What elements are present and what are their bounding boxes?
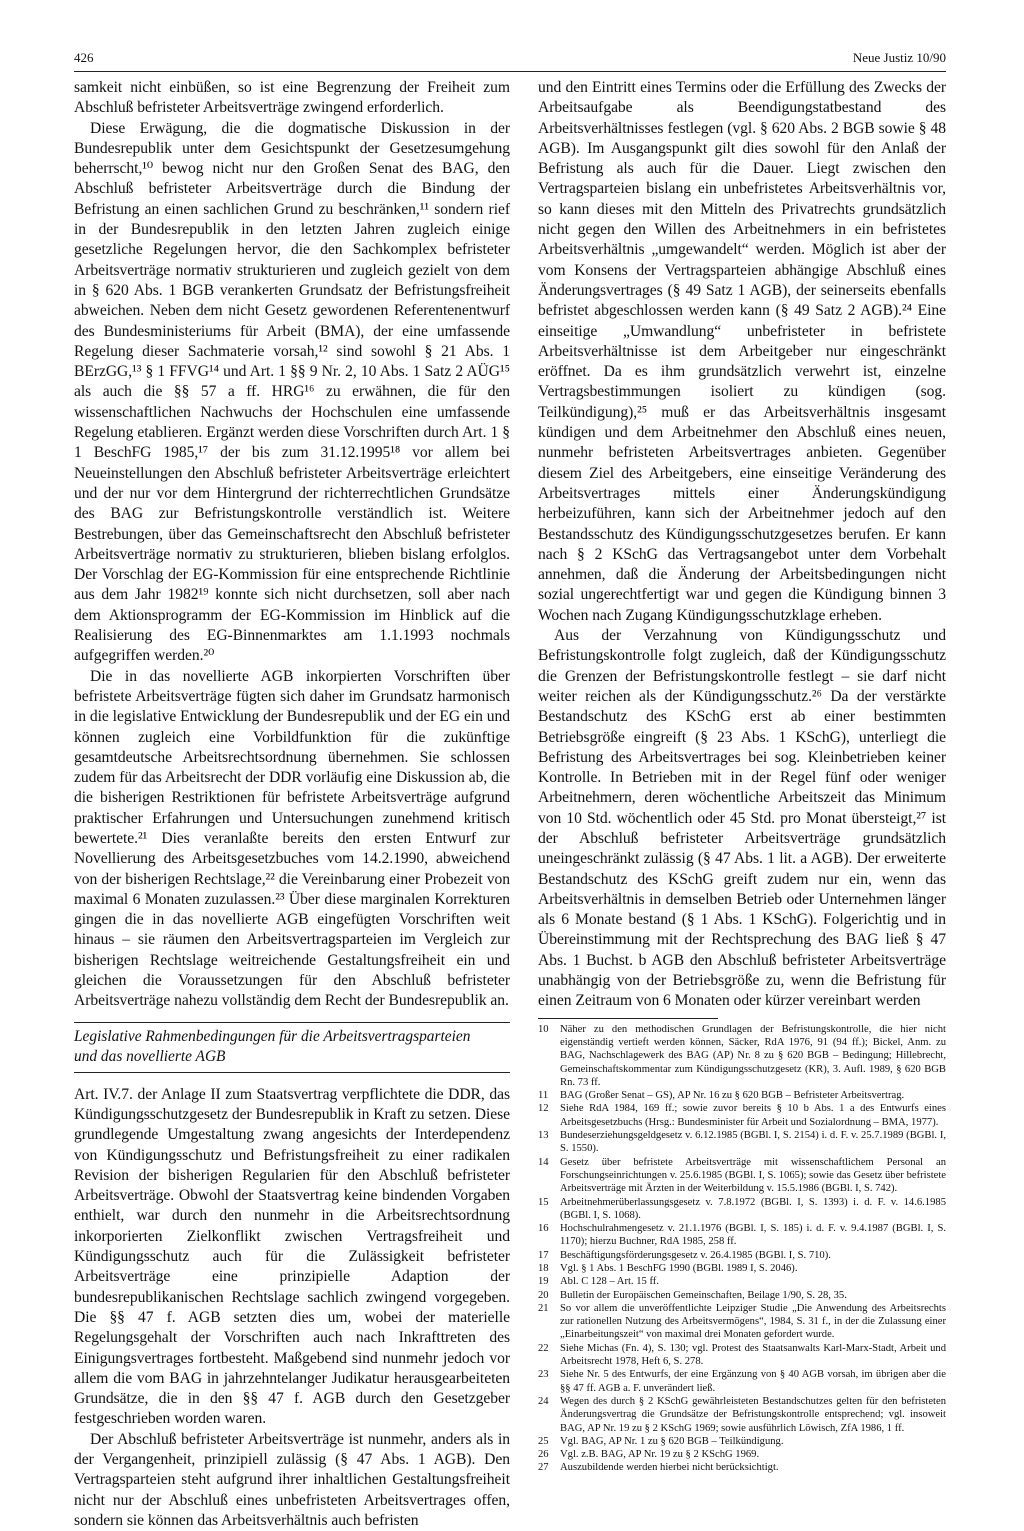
footnote bbox=[538, 1368, 946, 1395]
paragraph: Die in das novellierte AGB inkorpierten Vorschriften über befristete Arbeitsverträge fügten sich daher im Grundsatz harmonisch in die legislative Entwicklung der Bundesrepublik und der EG ein und können zugleich eine Vorbildfunktion für die zukünftige gesamtdeutsche Arbeitsrechtsordnung übernehmen. Sie schlossen zudem für das Arbeitsrecht der DDR vorläufig eine Diskussion ab, die die bisherigen Restriktionen für befristete Arbeitsverträge aufgrund praktischer Erfahrungen und Untersuchungen zunehmend kritisch bewertete.²¹ Dies veranlaßte bereits den ersten Entwurf zur Novellierung des Arbeitsgesetzbuches vom 14.2.1990, abweichend von der bisherigen Rechtslage,²² die Vereinbarung einer Probezeit von maximal 6 Monaten zuzulassen.²³ Über diese marginalen Korrekturen gingen die in das novellierte AGB eingefügten Vorschriften weit hinaus – sie räumen den Arbeitsvertragsparteien im Vergleich zur bisherigen Rechtslage weitreichende Gestaltungsfreiheit ein und gleichen die Voraussetzungen für den Abschluß befristeter Arbeitsverträge nahezu vollständig dem Recht der Bundesrepublik an. bbox=[74, 667, 510, 1010]
footnote-text: Wegen des durch § 2 KSchG gewährleisteten Bestandschutzes gelten für den befristeten Änderungsvertrag die Grundsätze der Befristungskontrolle entsprechend; vgl. insoweit BAG, AP Nr. 19 zu § 2 KSchG 1969; sowie ausführlich Löwisch, ZfA 1986, 1 ff. bbox=[560, 1395, 946, 1434]
left-column bbox=[74, 78, 510, 1531]
footnote bbox=[538, 1089, 946, 1102]
footnote-text: BAG (Großer Senat – GS), AP Nr. 16 zu § 620 BGB – Befristeter Arbeitsvertrag. bbox=[560, 1090, 905, 1102]
footnote-text: Näher zu den methodischen Grundlagen der Befristungskontrolle, die hier nicht eigenständig vertieft werden können, Säcker, RdA 1976, 91 (94 ff.); Bickel, Anm. zu BAG, Nachschlagewerk des BAG (AP) Nr. 8 zu § 620 BGB – Bedingung; Hillebrecht, Gemeinschaftskommentar zum Kündigungsschutzgesetz (KR), 3. Aufl. 1989, § 620 BGB Rn. 73 ff. bbox=[560, 1023, 946, 1088]
footnotes bbox=[538, 1023, 946, 1475]
footnote bbox=[538, 1102, 946, 1129]
paragraph: und den Eintritt eines Termins oder die Erfüllung des Zwecks der Arbeitsaufgabe als Beendigungstatbestand des Arbeitsverhältnisses festlegen (vgl. § 620 Abs. 2 BGB sowie § 48 AGB). Im Ausgangspunkt gilt dies sowohl für den Anlaß der Befristung als auch für die Dauer. Liegt zwischen den Vertragsparteien bislang ein unbefristetes Arbeitsverhältnis vor, so kann dieses mit den Mitteln des Privatrechts grundsätzlich nicht gegen den Willen des Arbeitnehmers in ein befristetes Arbeitsverhältnis „umgewandelt“ werden. Möglich ist aber der vom Konsens der Vertragsparteien abhängige Abschluß eines Änderungsvertrages (§ 49 Satz 1 AGB), der seinerseits ebenfalls befristet abgeschlossen werden kann (§ 49 Satz 2 AGB).²⁴ Eine einseitige „Umwandlung“ unbefristeter in befristete Arbeitsverhältnisse ist dem Arbeitgeber nur eingeschränkt eröffnet. Da es ihm grundsätzlich verwehrt ist, einzelne Vertragsbestimmungen isoliert zu kündigen (sog. Teilkündigung),²⁵ muß er das Arbeitsverhältnis insgesamt kündigen und dem Arbeitnehmer den Abschluß eines neuen, nunmehr befristeten Arbeitsvertrages anbieten. Gegenüber diesem Ziel des Arbeitgebers, eine einseitige Veränderung des Arbeitsvertrages mittels einer Änderungskündigung herbeizuführen, kann sich der Arbeitnehmer jedoch auf den Bestandsschutz des Kündigungsschutzgesetzes berufen. Er kann nach § 2 KSchG das Vertragsangebot unter dem Vorbehalt annehmen, daß die Änderung der Arbeitsbedingungen nicht sozial ungerechtfertigt war und gegen die Kündigung binnen 3 Wochen nach Zugang Kündigungsschutzklage erheben. bbox=[538, 79, 946, 624]
footnote-text: Bundeserziehungsgeldgesetz v. 6.12.1985 (BGBl. I, S. 2154) i. d. F. v. 25.7.1989 (BGBl. I, S. 1550). bbox=[560, 1130, 946, 1155]
footnote-number: 17 bbox=[538, 1249, 549, 1261]
footnote bbox=[538, 1249, 946, 1262]
footnote-number: 18 bbox=[538, 1263, 549, 1274]
footnote bbox=[538, 1156, 946, 1196]
paragraph: Aus der Verzahnung von Kündigungsschutz und Befristungskontrolle folgt zugleich, daß der Kündigungsschutz die Grenzen der Befristungskontrolle festlegt – sie darf nicht weiter reichen als der Kündigungsschutz.²⁶ Da der verstärkte Bestandschutz des KSchG erst ab einer bestimmten Betriebsgröße eingreift (§ 23 Abs. 1 KSchG), unterliegt die Befristung des Arbeitsvertrages bei sog. Kleinbetrieben keiner Kontrolle. In Betrieben mit in der Regel fünf oder weniger Arbeitnehmern, deren wöchentliche Arbeitszeit das Minimum von 10 Std. wöchentlich oder 45 Std. pro Monat übersteigt,²⁷ ist der Abschluß befristeter Arbeitsverträge grundsätzlich uneingeschränkt zulässig (§ 47 Abs. 1 lit. a AGB). Der erweiterte Bestandschutz des KSchG greift zudem nur ein, wenn das Arbeitsverhältnis in demselben Betrieb oder Unternehmen länger als 6 Monate bestand (§ 1 Abs. 1 KSchG). Folgerichtig und in Übereinstimmung mit der Rechtsprechung des BAG ließ § 47 Abs. 1 Buchst. b AGB den Abschluß befristeter Arbeitsverträge unabhängig von der Betriebsgröße zu, wenn die Befristung für einen Zeitraum von 6 Monaten oder kürzer vereinbart werden bbox=[538, 627, 946, 1010]
footnote bbox=[538, 1448, 946, 1461]
paragraph: samkeit nicht einbüßen, so ist eine Begrenzung der Freiheit zum Abschluß befristeter Arbeitsverträge zwingend erforderlich. bbox=[74, 79, 510, 117]
footnote-text: Bulletin der Europäischen Gemeinschaften, Beilage 1/90, S. 28, 35. bbox=[560, 1289, 847, 1301]
footnote bbox=[538, 1302, 946, 1342]
paragraph: Art. IV.7. der Anlage II zum Staatsvertrag verpflichtete die DDR, das Kündigungsschutzgesetz der Bundesrepublik in Kraft zu setzen. Diese grundlegende Umgestaltung zwang angesichts der Interdependenz von Kündigungsschutz und Befristungsfreiheit zu einer radikalen Revision der bisherigen Regularien für den Abschluß befristeter Arbeitsverträge. Obwohl der Staatsvertrag keine bindenden Vorgaben enthielt, war durch den nunmehr in die Arbeitsrechtsordnung inkorporierten Zielkonflikt zwischen Vertragsfreiheit und Kündigungsschutz auch für die Zulässigkeit befristeter Arbeitsverträge eine prinzipielle Adaption der bundesrepublikanischen Rechtslage sachlich zwingend vorgegeben. Die §§ 47 f. AGB setzten dies um, wobei der materielle Regelungsgehalt der Vorschriften auch nach Inkrafttreten des Einigungsvertrages fortbesteht. Maßgebend sind nunmehr jedoch vor allem die vom BAG in jahrzehntelanger Judikatur herausgearbeiteten Grundsätze, die in den §§ 47 f. AGB durch den Gesetzgeber festgeschrieben worden waren. bbox=[74, 1085, 510, 1428]
footnote-number: 11 bbox=[538, 1090, 549, 1102]
footnote-number: 15 bbox=[538, 1196, 549, 1208]
footnote-text: Vgl. § 1 Abs. 1 BeschFG 1990 (BGBl. 1989 I, S. 2046). bbox=[560, 1263, 798, 1274]
footnote-number: 22 bbox=[538, 1342, 549, 1354]
footnote-number: 26 bbox=[538, 1449, 549, 1461]
page-number: 426 bbox=[74, 50, 94, 65]
footnote-number: 20 bbox=[538, 1289, 549, 1301]
footnote-text: Siehe Nr. 5 des Entwurfs, der eine Ergänzung von § 40 AGB vorsah, im übrigen aber die §§ 47 ff. AGB a. F. unverändert ließ. bbox=[560, 1369, 946, 1394]
footnote-number: 27 bbox=[538, 1462, 549, 1474]
footnote-number: 19 bbox=[538, 1276, 549, 1288]
footnote bbox=[538, 1395, 946, 1435]
right-column bbox=[538, 78, 946, 1475]
footnote-text: Auszubildende werden hierbei nicht berücksichtigt. bbox=[560, 1462, 779, 1474]
footnote bbox=[538, 1275, 946, 1288]
footnote-text: So vor allem die unveröffentlichte Leipziger Studie „Die Anwendung des Arbeitsrechts zur rationellen Nutzung des Arbeitsvermögens“, 1984, S. 31 f., in der die Zulassung einer „Einarbeitungszeit“ von maximal drei Monaten gefordert wurde. bbox=[560, 1302, 946, 1341]
footnote-text: Hochschulrahmengesetz v. 21.1.1976 (BGBl. I, S. 185) i. d. F. v. 9.4.1987 (BGBl. I, S. 1170); hierzu Buchner, RdA 1985, 258 ff. bbox=[560, 1223, 946, 1248]
journal-issue: Neue Justiz 10/90 bbox=[852, 50, 946, 65]
footnote-number: 12 bbox=[538, 1103, 549, 1115]
footnote bbox=[538, 1262, 946, 1275]
footnote-text: Vgl. z.B. BAG, AP Nr. 19 zu § 2 KSchG 1969. bbox=[560, 1449, 760, 1461]
footnote bbox=[538, 1196, 946, 1223]
footnote-text: Beschäftigungsförderungsgesetz v. 26.4.1985 (BGBl. I, S. 710). bbox=[560, 1249, 831, 1261]
footnote-number: 21 bbox=[538, 1302, 549, 1314]
footnote-text: Gesetz über befristete Arbeitsverträge mit wissenschaftlichem Personal an Forschungseinrichtungen v. 25.6.1985 (BGBl. I, S. 1065); sowie das Gesetz über befristete Arbeitsverträge mit Ärzten in der Weiterbildung v. 15.5.1986 (BGBl. I, S. 742). bbox=[560, 1156, 946, 1195]
footnote bbox=[538, 1222, 946, 1249]
footnote bbox=[538, 1435, 946, 1448]
footnote-number: 10 bbox=[538, 1023, 549, 1035]
footnote-number: 25 bbox=[538, 1435, 549, 1447]
section-heading-line: Legislative Rahmenbedingungen für die Arbeitsvertragsparteien bbox=[74, 1027, 471, 1045]
footnote bbox=[538, 1289, 946, 1302]
footnote bbox=[538, 1129, 946, 1156]
footnote bbox=[538, 1342, 946, 1369]
footnote-text: Siehe RdA 1984, 169 ff.; sowie zuvor bereits § 10 b Abs. 1 a des Entwurfs eines Arbeitsgesetzbuchs (Hrsg.: Bundesminister für Arbeit und Sozialordnung – BMA, 1977). bbox=[560, 1103, 946, 1128]
footnote-text: Vgl. BAG, AP Nr. 1 zu § 620 BGB – Teilkündigung. bbox=[560, 1435, 784, 1447]
footnote-number: 16 bbox=[538, 1223, 549, 1235]
footnote-text: Arbeitnehmerüberlassungsgesetz v. 7.8.1972 (BGBl. I, S. 1393) i. d. F. v. 14.6.1985 (BGBl. I, S. 1068). bbox=[560, 1196, 946, 1221]
footnote-text: Siehe Michas (Fn. 4), S. 130; vgl. Protest des Staatsanwalts Karl-Marx-Stadt, Arbeit und Arbeitsrecht 1978, Heft 6, S. 278. bbox=[560, 1342, 946, 1368]
paragraph: Diese Erwägung, die die dogmatische Diskussion in der Bundesrepublik unter dem Gesichtspunkt der Gesetzesumgehung beherrscht,¹⁰ bewog nicht nur den Großen Senat des BAG, den Abschluß befristeter Arbeitsverträge durch die Bindung der Befristung an einen sachlichen Grund zu beschränken,¹¹ sondern rief in der Bundesrepublik in den letzten Jahren zugleich einige gesetzliche Regelungen hervor, die den Sachkomplex befristeter Arbeitsverträge normativ strukturieren und zugleich gezielt von dem in § 620 Abs. 1 BGB verankerten Grundsatz der Befristungsfreiheit abweichen. Neben dem nicht Gesetz gewordenen Referentenentwurf des Bundesministeriums für Arbeit (BMA), der eine umfassende Regelung dieser Sachmaterie vorsah,¹² sind sowohl § 21 Abs. 1 BErzGG,¹³ § 1 FFVG¹⁴ und Art. 1 §§ 9 Nr. 2, 10 Abs. 1 Satz 2 AÜG¹⁵ als auch die §§ 57 a ff. HRG¹⁶ zu erwähnen, die für den wissenschaftlichen Nachwuchs der Hochschulen eine umfassende Regelung etablieren. Ergänzt werden diese Vorschriften durch Art. 1 § 1 BeschFG 1985,¹⁷ der bis zum 31.12.1995¹⁸ vor allem bei Neueinstellungen den Abschluß befristeter Arbeitsverträge erleichtert und der nur vor dem Hintergrund der richterrechtlichen Grundsätze des BAG zur Befristungskontrolle verständlich ist. Weitere Bestrebungen, über das Gemeinschaftsrecht den Abschluß befristeter Arbeitsverträge normativ zu strukturieren, blieben bislang erfolglos. Der Vorschlag der EG-Kommission für eine entsprechende Richtlinie aus dem Jahr 1982¹⁹ konnte sich nicht durchsetzen, soll aber nach dem Aktionsprogramm der EG-Kommission im Hinblick auf die Realisierung des EG-Binnenmarktes am 1.1.1993 nochmals aufgegriffen werden.²⁰ bbox=[74, 119, 510, 665]
header-rule bbox=[74, 71, 946, 72]
footnote-number: 13 bbox=[538, 1130, 549, 1142]
footnote-number: 24 bbox=[538, 1395, 549, 1407]
footnote-text: Abl. C 128 – Art. 15 ff. bbox=[560, 1276, 659, 1288]
section-heading bbox=[74, 1022, 510, 1073]
footnote bbox=[538, 1023, 946, 1089]
running-header bbox=[74, 50, 946, 70]
footnote-number: 14 bbox=[538, 1156, 549, 1168]
footnote bbox=[538, 1461, 946, 1474]
footnote-rule bbox=[538, 1018, 718, 1019]
paragraph: Der Abschluß befristeter Arbeitsverträge ist nunmehr, anders als in der Vergangenheit, prinzipiell zulässig (§ 47 Abs. 1 AGB). Den Vertragsparteien steht aufgrund ihrer inhaltlichen Gestaltungsfreiheit nicht nur der Abschluß eines unbefristeten Arbeitsvertrages offen, sondern sie können das Arbeitsverhältnis auch befristen bbox=[74, 1430, 510, 1529]
footnote-number: 23 bbox=[538, 1369, 549, 1381]
section-heading-line: und das novellierte AGB bbox=[74, 1047, 226, 1065]
